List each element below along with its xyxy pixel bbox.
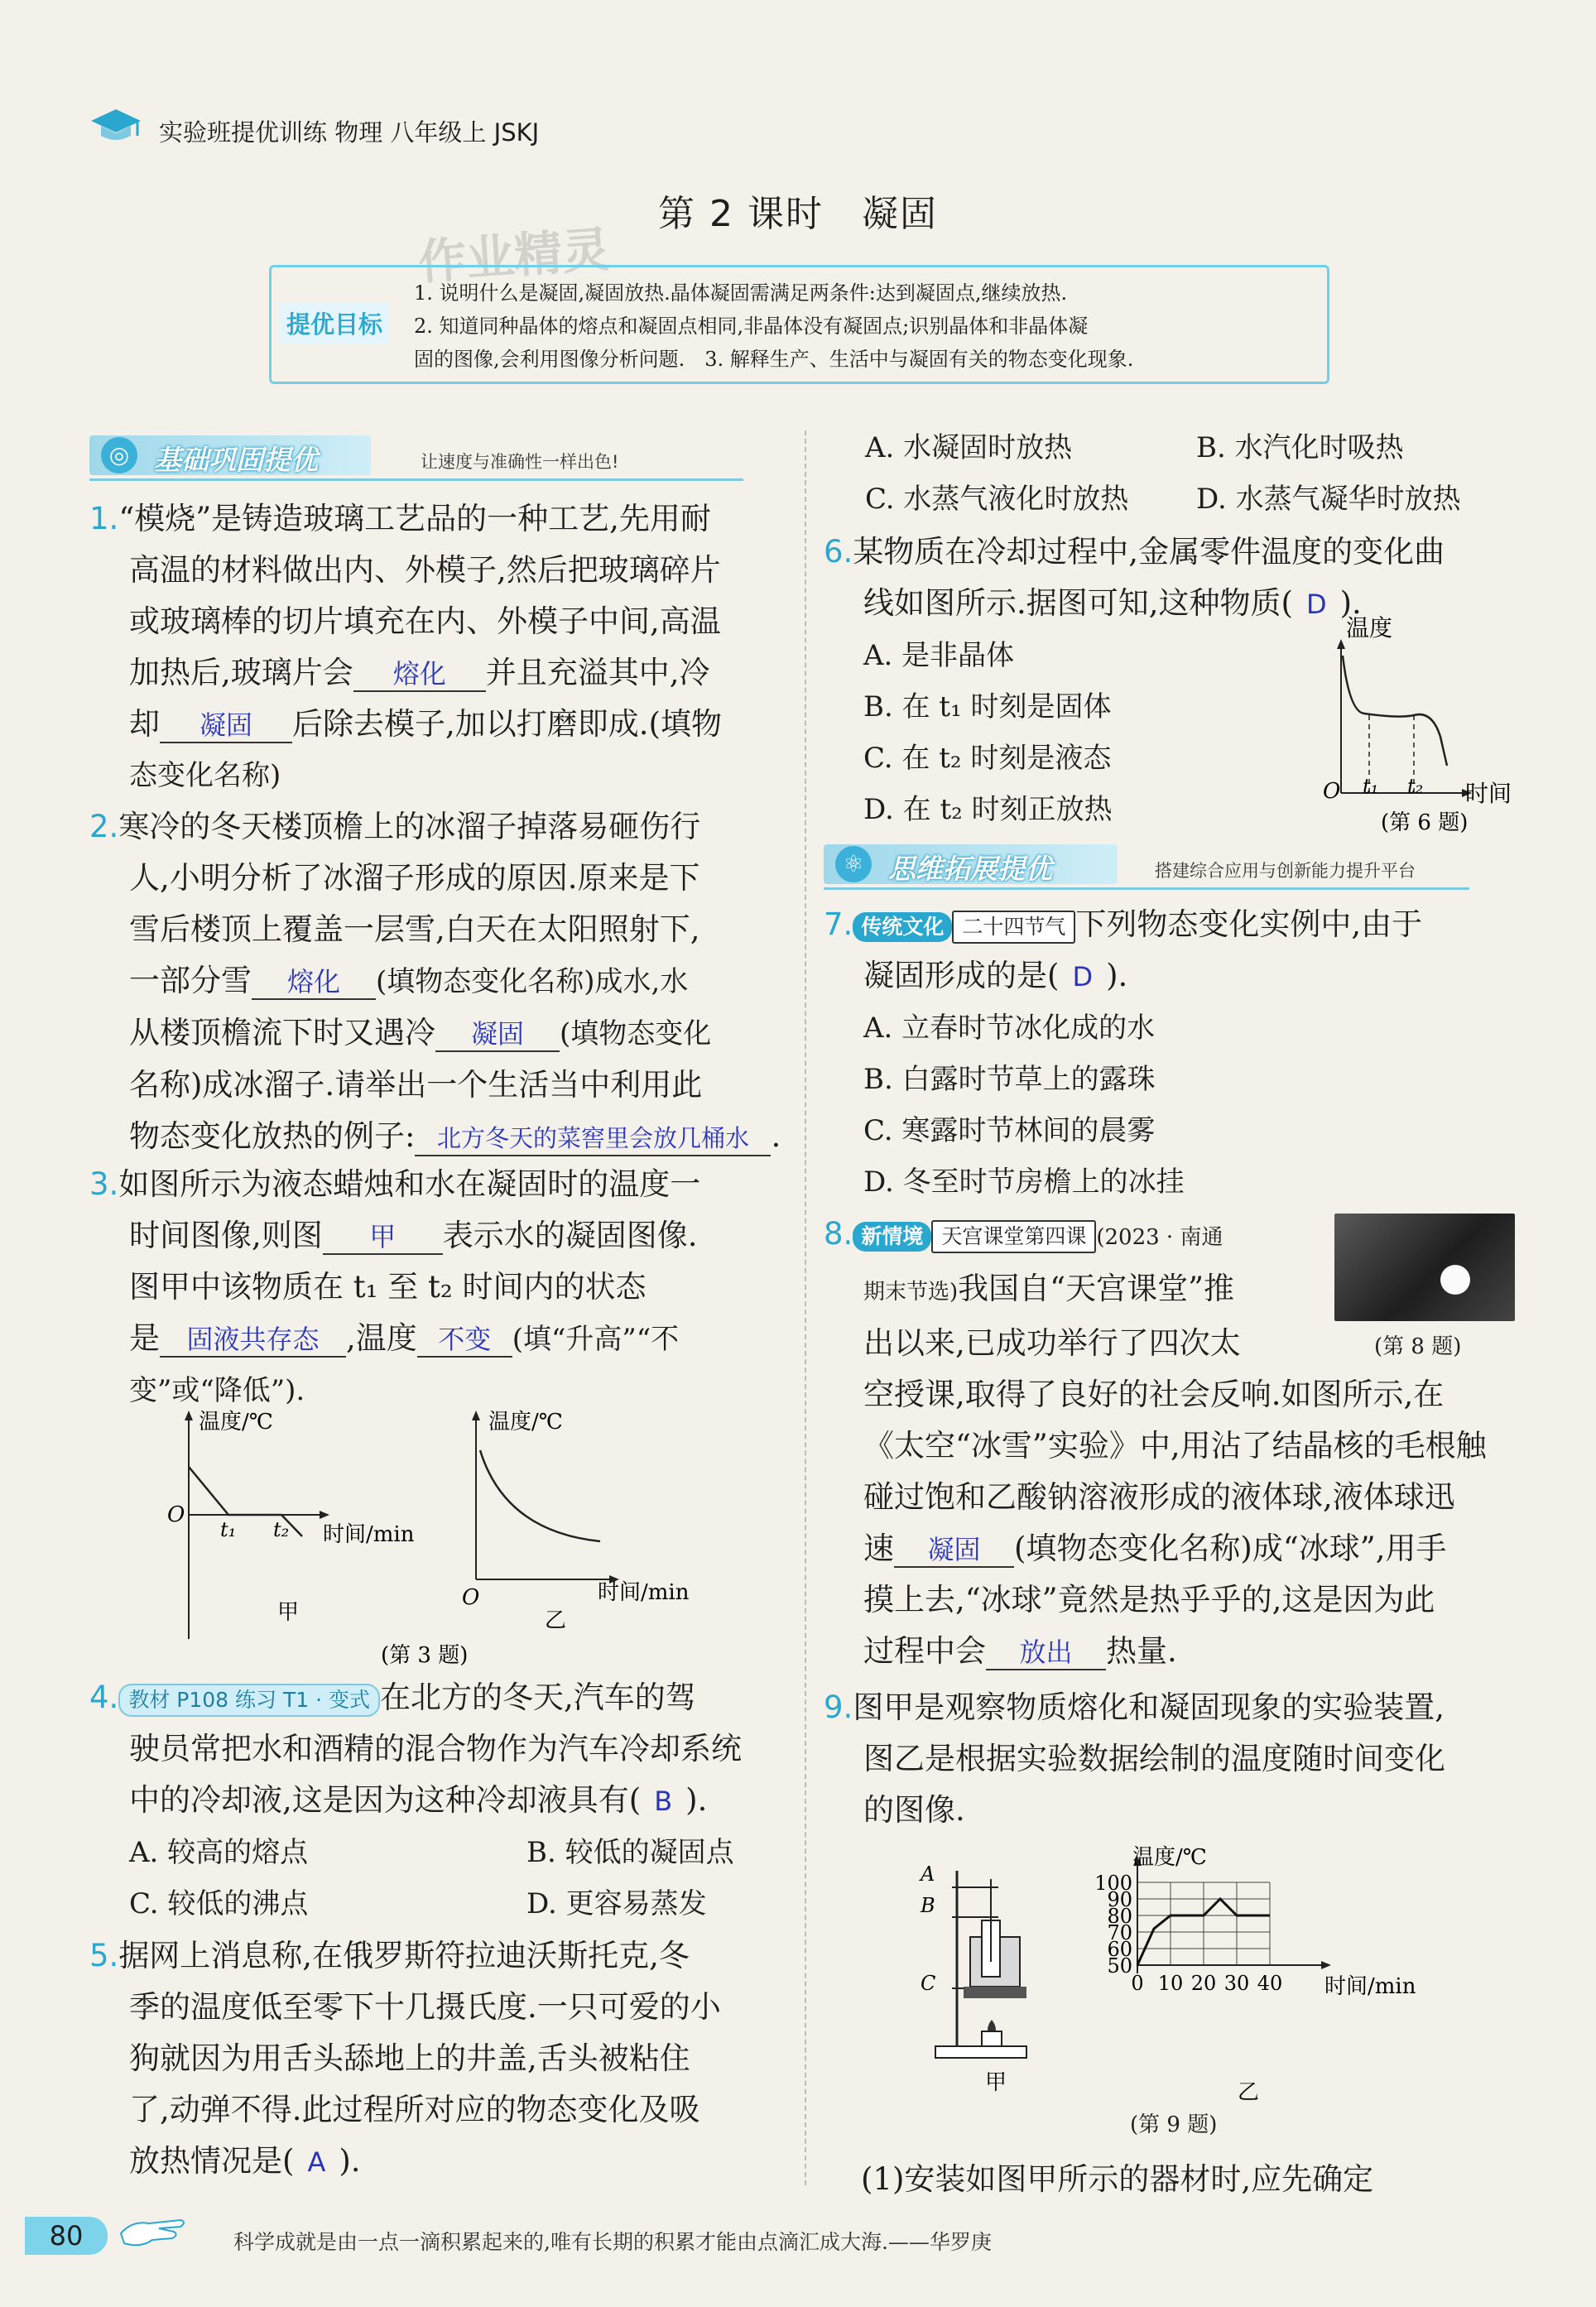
question-6: 6.某物质在冷却过程中,金属零件温度的变化曲 线如图所示.据图可知,这种物质( D ). A. 是非晶体 B. 在 t₁ 时刻是固体 C. 在 t₂ 时刻是液态 D. 在 t₂ 时刻正放热 xyxy=(824,526,1552,835)
chart-grid xyxy=(1137,1882,1270,1965)
q5-option-d: D. 水蒸气凝华时放热 xyxy=(1196,483,1461,516)
section-extend: ⚛ 思维拓展提优 搭建综合应用与创新能力提升平台 xyxy=(824,839,1552,887)
tag-new-context: 新情境 xyxy=(853,1222,931,1252)
svg-text:温度: 温度 xyxy=(1346,614,1393,642)
x-tick-label: 10 xyxy=(1157,1972,1184,1995)
svg-text:B: B xyxy=(921,1894,935,1917)
x-axis-arrow xyxy=(1321,1961,1331,1969)
chart-axes xyxy=(1094,1856,1331,1995)
svg-text:C: C xyxy=(921,1972,936,1995)
answer-q4: B xyxy=(654,1786,673,1817)
tag-textbook: 教材 P108 练习 T1 · 变式 xyxy=(118,1684,380,1717)
question-5: 5.据网上消息称,在俄罗斯符拉迪沃斯托克,冬 季的温度低至零下十几摄氏度.一只可爱的小 狗就因为用舌头舔地上的井盖,舌头被粘住 了,动弹不得.此过程所对应的物态变化及吸 放热情况是( A ). xyxy=(89,1938,721,2179)
figure-9-chart xyxy=(1076,1839,1465,2104)
svg-text:t₂: t₂ xyxy=(273,1518,290,1541)
y-tick-label: 70 xyxy=(1107,1921,1132,1944)
q5-options xyxy=(865,422,1544,525)
y-tick-label: 80 xyxy=(1107,1905,1132,1928)
svg-text:t₁: t₁ xyxy=(1363,775,1379,798)
svg-text:时间: 时间 xyxy=(1465,780,1512,807)
svg-text:(第 6 题): (第 6 题) xyxy=(1381,810,1469,835)
q6-option-a: A. 是非晶体 xyxy=(863,639,1015,672)
figure-3 xyxy=(149,1399,712,1672)
question-8: 8. 新情境 天宫课堂第四课 (2023 · 南通 期末节选)我国自“天宫课堂”推 出以来,已成功举行了四次太 空授课,取得了良好的社会反响.如图所示,在 《太空“冰雪”实验》中,用沾了结晶核的毛根触 碰过饱和乙酸钠溶液形成的液体球,液体球迅 速 凝固 (填物态变化名称)成“冰球”,用手 摸上去,“冰球”竟然是热乎乎的,这是因为此 过程中会 放出 热量. xyxy=(824,1216,1487,1669)
chart-xlabel: 时间/min xyxy=(1324,1974,1416,1999)
svg-text:O: O xyxy=(462,1585,480,1610)
graduation-cap-icon xyxy=(89,106,142,151)
book-series-header: 实验班提优训练 物理 八年级上 JSKJ xyxy=(159,118,540,147)
lesson-title: 第 2 课时 凝固 xyxy=(658,193,938,235)
question-1: 1.“模烧”是铸造玻璃工艺品的一种工艺,先用耐 高温的材料做出内、外模子,然后把玻璃碎片 或玻璃棒的切片填充在内、外模子中间,高温 加热后,玻璃片会 熔化 并且充溢其中,冷 却 凝固 后除去模子,加以打磨即成.(填物 态变化名称) xyxy=(89,501,722,792)
answer-q7: D xyxy=(1072,961,1094,992)
q6-option-c: C. 在 t₂ 时刻是液态 xyxy=(863,742,1112,775)
answer-q3-a1: 甲 xyxy=(369,1221,397,1252)
tag-solar-terms: 二十四节气 xyxy=(952,911,1075,944)
y-tick-label: 90 xyxy=(1107,1888,1132,1911)
figure-8-caption: (第 8 题) xyxy=(1374,1334,1462,1359)
question-9: 9.图甲是观察物质熔化和凝固现象的实验装置, 图乙是根据实验数据绘制的温度随时间变化 的图像. xyxy=(824,1689,1445,1828)
x-tick-label: 0 xyxy=(1131,1972,1144,1995)
answer-q8-a1: 凝固 xyxy=(927,1534,981,1565)
answer-q2-a3: 北方冬天的菜窖里会放几桶水 xyxy=(436,1124,749,1152)
x-tick-label: 40 xyxy=(1257,1972,1283,1995)
svg-text:A: A xyxy=(921,1862,935,1886)
y-tick-label: 50 xyxy=(1107,1954,1132,1978)
q4-option-c: C. 较低的沸点 xyxy=(129,1887,309,1920)
svg-text:甲: 甲 xyxy=(277,1600,300,1625)
q7-option-a: A. 立春时节冰化成的水 xyxy=(863,1012,1156,1045)
question-4: 4. 教材 P108 练习 T1 · 变式 在北方的冬天,汽车的驾 驶员常把水和酒精的混合物作为汽车冷却系统 中的冷却液,这是因为这种冷却液具有( B ). A. 较高的熔点 B. 较低的凝固点 C. 较低的沸点 D. 更容易蒸发 xyxy=(89,1672,801,1930)
q7-option-d: D. 冬至时节房檐上的冰挂 xyxy=(863,1166,1185,1199)
chart-name: 乙 xyxy=(1238,2080,1260,2104)
svg-text:时间/min: 时间/min xyxy=(598,1580,690,1605)
section-basic: ◎ 基础巩固提优 让速度与准确性一样出色! xyxy=(89,430,752,478)
tag-traditional-culture: 传统文化 xyxy=(853,912,952,942)
answer-q1-a2: 凝固 xyxy=(199,709,252,741)
q4-option-a: A. 较高的熔点 xyxy=(129,1836,309,1869)
goals-tag: 提优目标 xyxy=(280,303,389,344)
pointing-hand-icon xyxy=(116,2208,190,2261)
answer-q8-a2: 放出 xyxy=(1019,1637,1073,1668)
atom-icon: ⚛ xyxy=(835,846,872,882)
chart-ylabel: 温度/℃ xyxy=(1132,1845,1207,1870)
answer-q2-a2: 凝固 xyxy=(470,1018,524,1050)
svg-text:温度/℃: 温度/℃ xyxy=(488,1410,563,1435)
x-tick-label: 20 xyxy=(1190,1972,1217,1995)
figure-3-caption: (第 3 题) xyxy=(381,1643,469,1668)
ice-ball-icon xyxy=(1440,1265,1470,1295)
answer-q3-a3: 不变 xyxy=(438,1324,492,1355)
y-tick-label: 60 xyxy=(1107,1938,1132,1961)
page-number: 80 xyxy=(25,2217,108,2255)
svg-text:O: O xyxy=(1323,779,1341,804)
answer-q6: D xyxy=(1305,589,1327,620)
q4-option-d: D. 更容易蒸发 xyxy=(526,1887,707,1920)
svg-text:O: O xyxy=(167,1502,185,1527)
tag-tiangong: 天宫课堂第四课 xyxy=(931,1220,1096,1253)
figure-3-yi xyxy=(462,1410,690,1633)
svg-text:时间/min: 时间/min xyxy=(323,1522,415,1547)
tiangong-photo xyxy=(1334,1214,1515,1321)
y-tick-label: 100 xyxy=(1094,1872,1132,1895)
q7-option-c: C. 寒露时节林间的晨雾 xyxy=(863,1114,1156,1147)
figure-6 xyxy=(1316,613,1548,844)
answer-q3-a2: 固液共存态 xyxy=(186,1324,320,1355)
q4-option-b: B. 较低的凝固点 xyxy=(526,1836,734,1869)
target-icon: ◎ xyxy=(101,437,137,473)
svg-text:甲: 甲 xyxy=(985,2070,1007,2095)
figure-3-jia xyxy=(167,1410,415,1639)
q6-option-d: D. 在 t₂ 时刻正放热 xyxy=(863,793,1113,826)
question-7: 7. 传统文化 二十四节气 下列物态变化实例中,由于 凝固形成的是( D ). A. 立春时节冰化成的水 B. 白露时节草上的露珠 C. 寒露时节林间的晨雾 D. 冬至时节房檐上的冰挂 xyxy=(824,899,1552,1208)
x-tick-label: 30 xyxy=(1223,1972,1250,1995)
svg-text:温度/℃: 温度/℃ xyxy=(199,1410,273,1435)
svg-text:t₁: t₁ xyxy=(220,1518,237,1541)
q7-option-b: B. 白露时节草上的露珠 xyxy=(863,1063,1156,1096)
figure-9-caption: (第 9 题) xyxy=(1130,2112,1218,2137)
q5-option-c: C. 水蒸气液化时放热 xyxy=(865,483,1129,516)
question-9-part-1: (1)安装如图甲所示的器材时,应先确定 xyxy=(861,2161,1374,2197)
q5-option-a: A. 水凝固时放热 xyxy=(865,431,1073,464)
figure-9-apparatus xyxy=(919,1854,1068,2103)
watermark: 作业精灵 xyxy=(416,220,613,291)
answer-q5: A xyxy=(307,2146,326,2178)
column-divider xyxy=(805,430,806,2185)
svg-text:t₂: t₂ xyxy=(1407,775,1424,798)
question-2: 2.寒冷的冬天楼顶檐上的冰溜子掉落易砸伤行 人,小明分析了冰溜子形成的原因.原来是下 雪后楼顶上覆盖一层雪,白天在太阳照射下, 一部分雪 熔化 (填物态变化名称)成水,水 从楼顶檐流下时又遇冷 凝固 (填物态变化 名称)成冰溜子.请举出一个生活当中利用此 物态变化放热的例子: 北方冬天的菜窖里会放几桶水 . xyxy=(89,801,801,1162)
answer-q1-a1: 熔化 xyxy=(392,658,446,690)
question-3: 3.如图所示为液态蜡烛和水在凝固时的温度一 时间图像,则图 甲 表示水的凝固图像. 图甲中该物质在 t₁ 至 t₂ 时间内的状态 是 固液共存态 ,温度 不变 (填“升高”“不 变”或“降低”). xyxy=(89,1166,701,1407)
answer-q2-a1: 熔化 xyxy=(286,966,340,997)
footer-quote: 科学成就是由一点一滴积累起来的,唯有长期的积累才能由点滴汇成大海.——华罗庚 xyxy=(233,2230,992,2254)
svg-text:乙: 乙 xyxy=(545,1608,567,1633)
q6-option-b: B. 在 t₁ 时刻是固体 xyxy=(863,690,1112,723)
goals-text: 1. 说明什么是凝固,凝固放热.晶体凝固需满足两条件:达到凝固点,继续放热. 2. 知道同种晶体的熔点和凝固点相同,非晶体没有凝固点;识别晶体和非晶体凝 固的图像,会利用图像分析问题. 3. 解释生产、生活中与凝固有关的物态变化现象. xyxy=(414,281,1134,371)
q5-option-b: B. 水汽化时吸热 xyxy=(1196,431,1404,464)
